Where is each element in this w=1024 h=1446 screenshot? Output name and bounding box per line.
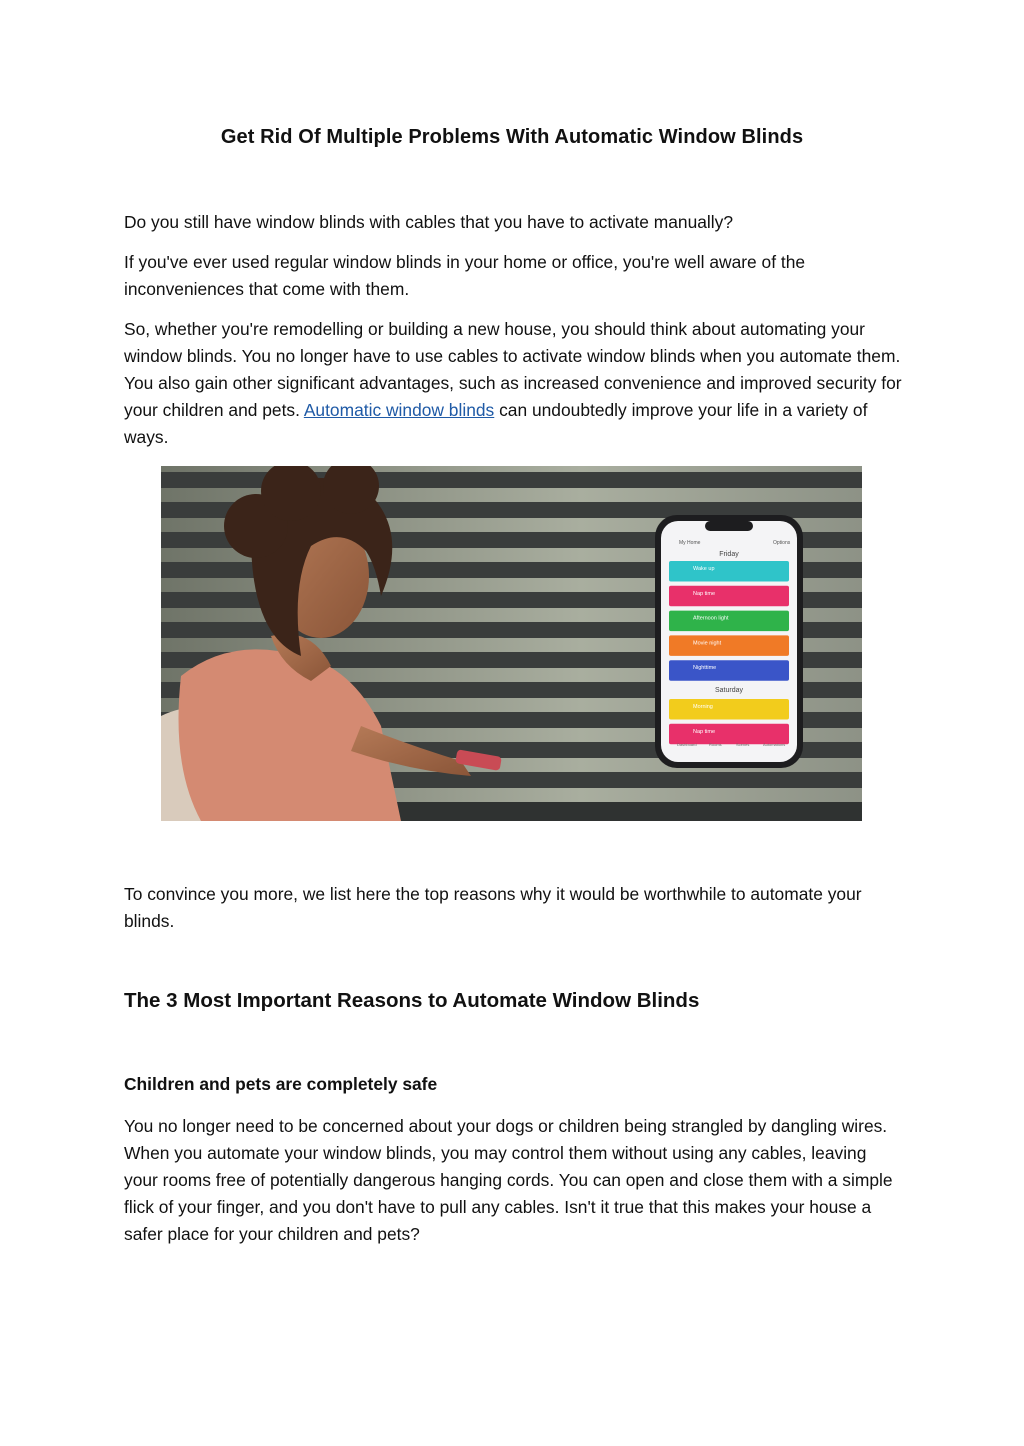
intro-paragraph-3-text-a: So, whether you're remodelling or building a new house, you should think about automating your window blinds. You no longer have to use cables to activate window blinds when you automate them. You also gain other significant advantages, such as increased convenience and improved security for your children and pets. [124, 319, 902, 420]
scene-label: Nighttime [693, 665, 717, 672]
section-heading: The 3 Most Important Reasons to Automate Window Blinds [124, 989, 700, 1012]
document-title: Get Rid Of Multiple Problems With Automatic Window Blinds [220, 126, 804, 148]
scene-row [669, 699, 789, 720]
blinds-app-photo [161, 466, 862, 821]
scene-list [669, 561, 789, 744]
intro-paragraph-2: If you've ever used regular window blinds in your home or office, you're well aware of the inconveniences that come with them. [124, 252, 806, 299]
scene-row [669, 660, 789, 681]
tab-scenes: Scenes [736, 742, 750, 747]
scene-label: Movie night [693, 640, 722, 647]
smartphone [655, 515, 803, 768]
scene-label: Nap time [693, 590, 716, 597]
automatic-window-blinds-link[interactable]: Automatic window blinds [303, 400, 495, 420]
scene-label: Afternoon light [693, 615, 729, 622]
intro-paragraph-3-text-b: can undoubtedly improve your life in a variety of ways. [124, 400, 868, 447]
subsection-heading: Children and pets are completely safe [124, 1074, 438, 1094]
tab-automations: Automations [763, 742, 786, 747]
phone-header-right: Options [773, 540, 791, 546]
scene-label: Morning [693, 704, 713, 710]
scene-row [669, 561, 789, 582]
scene-row [669, 586, 789, 607]
convince-paragraph: To convince you more, we list here the top reasons why it would be worthwhile to automate your blinds. [124, 884, 862, 931]
tab-rooms: Rooms [709, 742, 722, 747]
tab-dashboard: Dashboard [677, 742, 697, 747]
scene-label: Nap time [693, 728, 716, 735]
scene-label: Wake up [693, 566, 715, 572]
phone-header-left: My Home [679, 540, 701, 546]
phone-day-saturday: Saturday [714, 687, 744, 694]
scene-row [669, 635, 789, 656]
intro-paragraph-3 [124, 316, 902, 451]
safety-paragraph: You no longer need to be concerned about your dogs or children being strangled by dangling wires. When you automate your window blinds, you may control them without using any cables, leaving your rooms free of potentially dangerous hanging cords. You can open and close them with a simple flick of your finger, and you don't have to pull any cables. Isn't it true that this makes your house a safer place for your children and pets? [124, 1116, 893, 1244]
intro-paragraph-1: Do you still have window blinds with cables that you have to activate manually? [124, 212, 734, 232]
photo-illustration [161, 466, 862, 821]
phone-day-friday: Friday [719, 551, 739, 558]
scene-row [669, 611, 789, 632]
